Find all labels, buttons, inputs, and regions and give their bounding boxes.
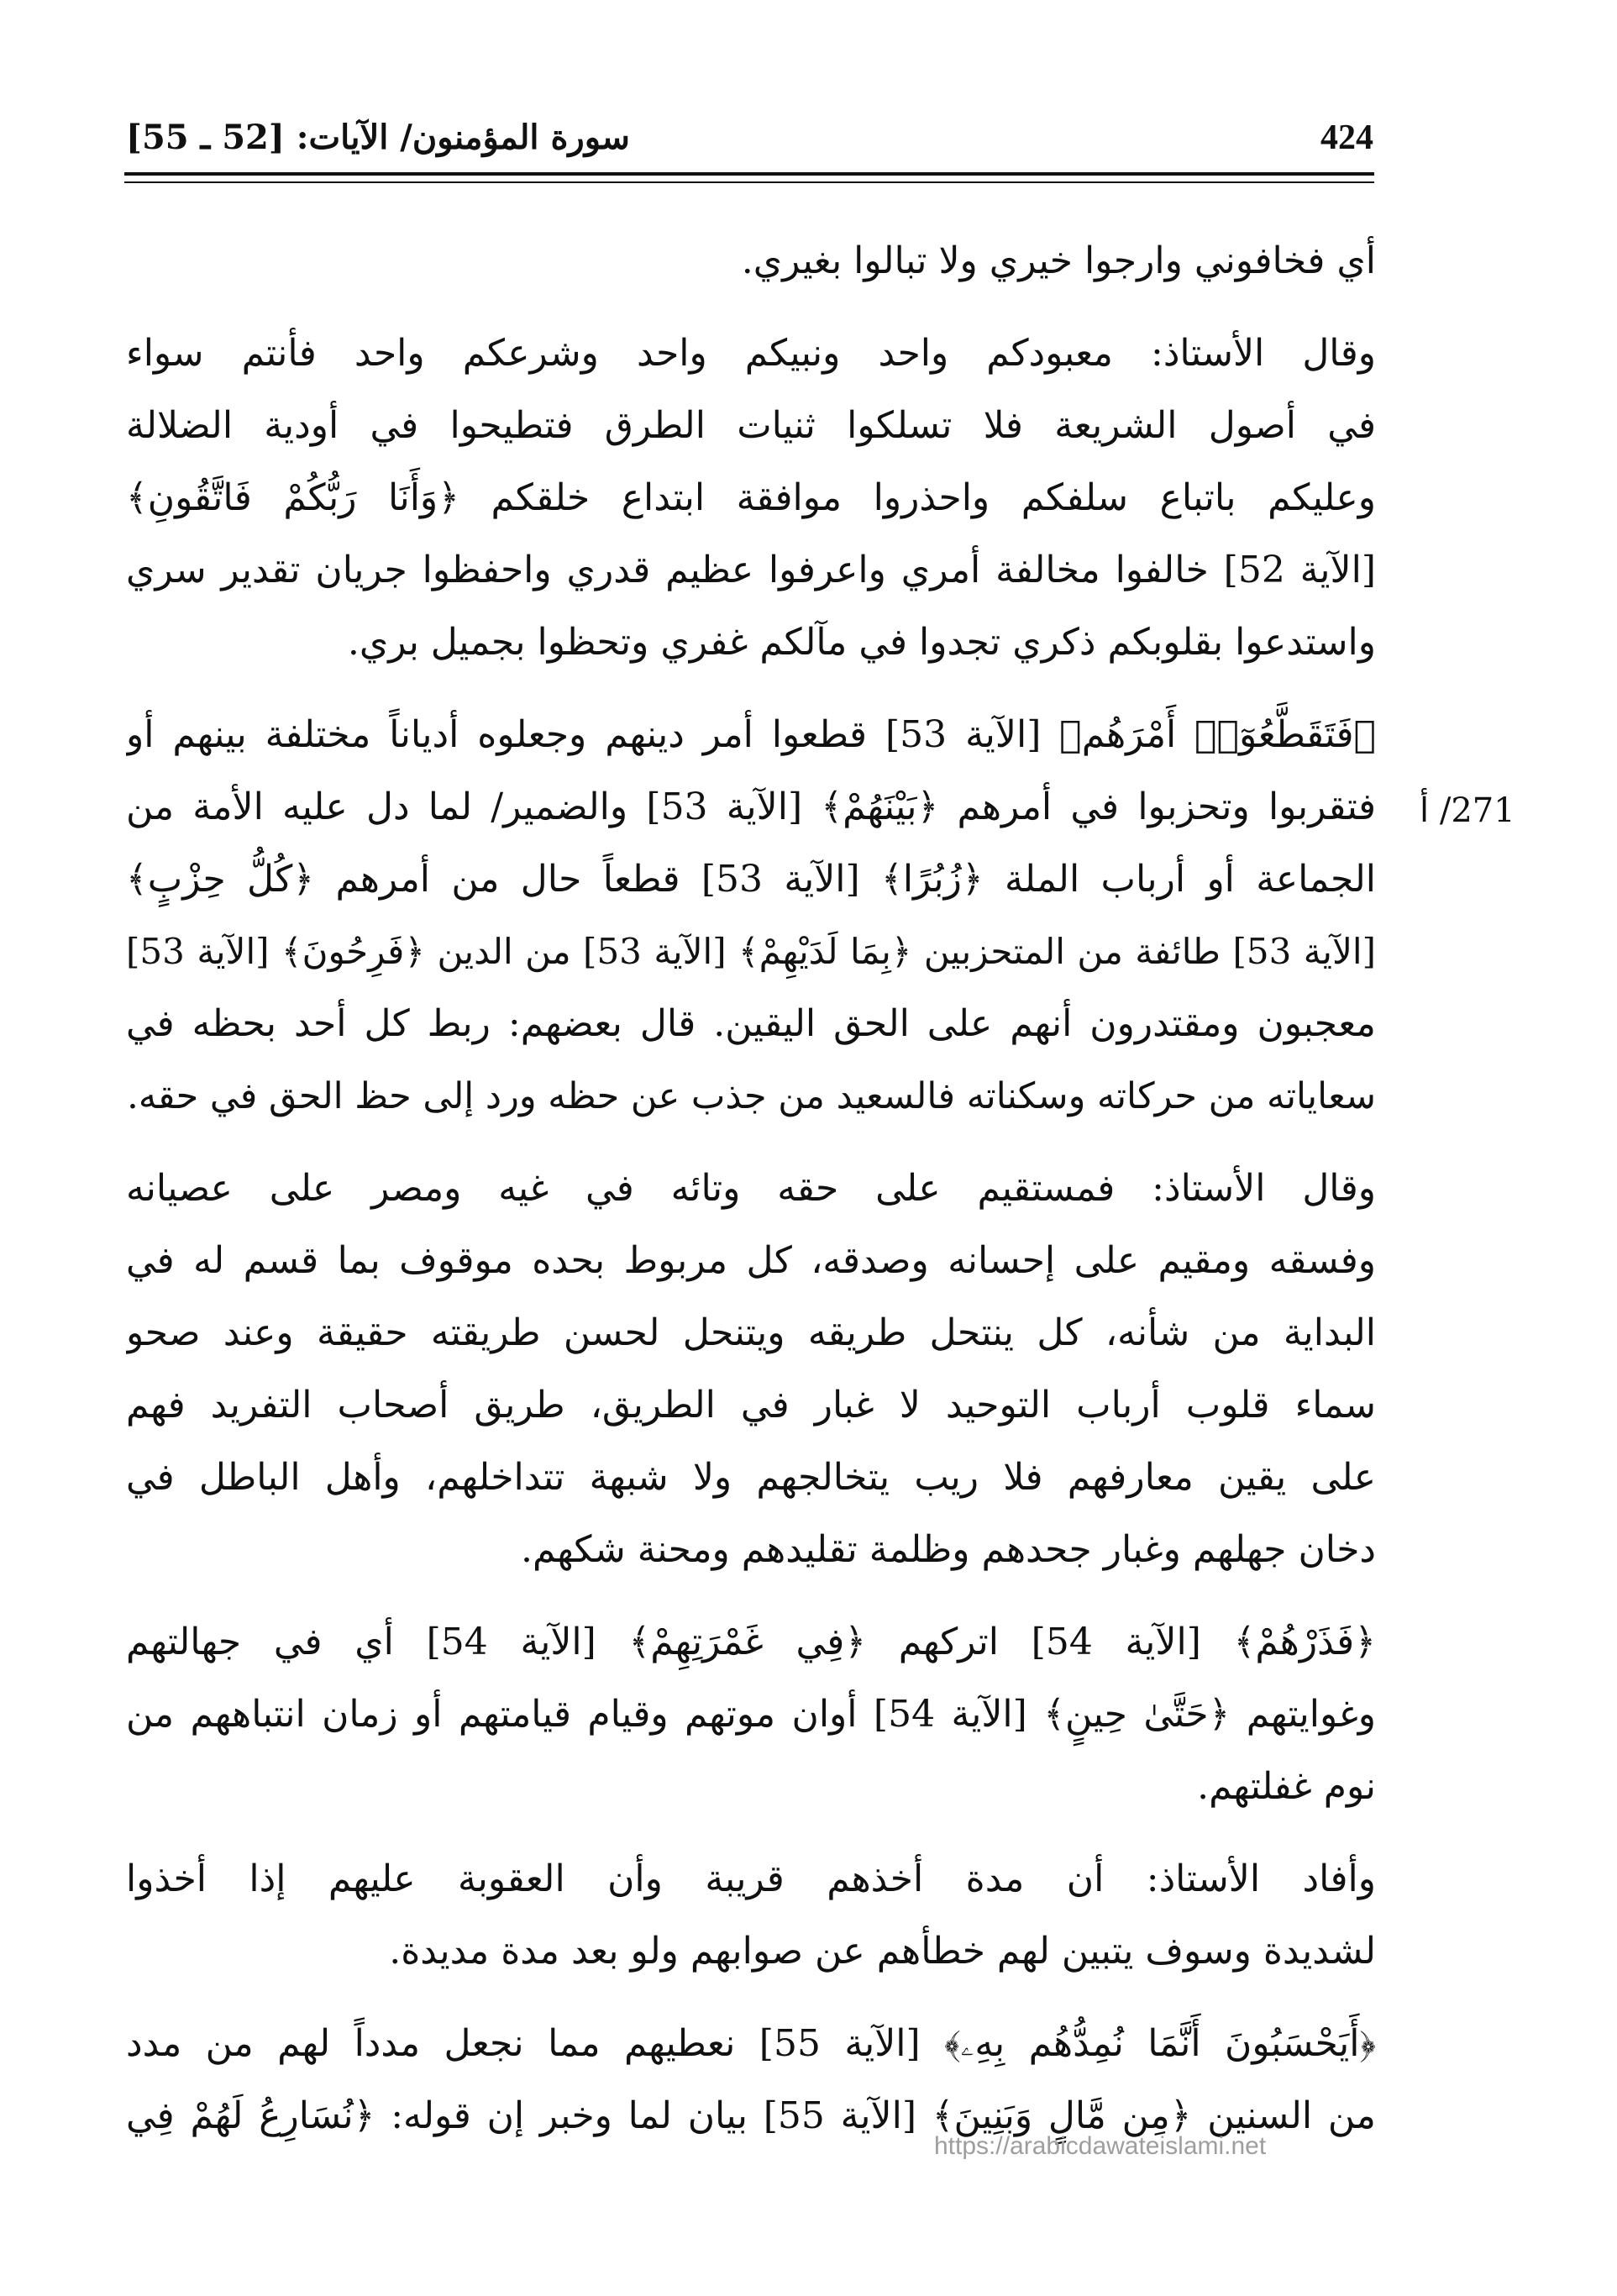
paragraph bbox=[126, 2008, 1376, 2152]
watermark-url: https://arabicdawateislami.net bbox=[934, 2132, 1267, 2160]
header-rule-thick bbox=[124, 172, 1374, 176]
body-text bbox=[126, 225, 1376, 2152]
paragraph bbox=[126, 225, 1376, 297]
paragraph bbox=[126, 1153, 1376, 1586]
text-line: الجماعة أو أرباب الملة ﴿زُبُرًا﴾ [الآية 53] قطعاً حال من أمرهم ﴿كُلُّ حِزْبٍ﴾ bbox=[126, 858, 1376, 901]
text-line: على يقين معارفهم فلا ريب يتخالجهم ولا شبهة تتداخلهم، وأهل الباطل في bbox=[126, 1456, 1376, 1499]
text-line: نوم غفلتهم. bbox=[1197, 1765, 1376, 1808]
text-line: أي فخافوني وارجوا خيري ولا تبالوا بغيري. bbox=[741, 239, 1376, 282]
text-line: وعليكم باتباع سلفكم واحذروا موافقة ابتداع خلقكم ﴿وَأَنَا رَبُّكُمْ فَاتَّقُونِ﴾ bbox=[126, 476, 1376, 519]
text-line: [الآية 52] خالفوا مخالفة أمري واعرفوا عظيم قدري واحفظوا جريان تقدير سري bbox=[126, 549, 1376, 591]
page-number: 424 bbox=[1320, 118, 1373, 157]
text-line: وقال الأستاذ: معبودكم واحد ونبيكم واحد وشرعكم واحد فأنتم سواء bbox=[126, 332, 1376, 375]
text-line: وأفاد الأستاذ: أن مدة أخذهم قريبة وأن العقوبة عليهم إذا أخذوا bbox=[126, 1857, 1376, 1900]
header-rule-thin bbox=[124, 181, 1374, 183]
text-line: وغوايتهم ﴿حَتَّىٰ حِينٍ﴾ [الآية 54] أوان موتهم وقيام قيامتهم أو زمان انتباههم من bbox=[126, 1693, 1376, 1736]
text-line: ﴿فَذَرْهُمْ﴾ [الآية 54] اتركهم ﴿فِي غَمْرَتِهِمْ﴾ [الآية 54] أي في جهالتهم bbox=[126, 1621, 1376, 1663]
text-line: واستدعوا بقلوبكم ذكري تجدوا في مآلكم غفري وتحظوا بجميل بري. bbox=[347, 621, 1376, 664]
paragraph bbox=[126, 318, 1376, 679]
text-line: وقال الأستاذ: فمستقيم على حقه وتائه في غيه ومصر على عصيانه bbox=[126, 1167, 1376, 1210]
paragraph bbox=[126, 699, 1376, 1132]
text-line: البداية من شأنه، كل ينتحل طريقه ويتنحل لحسن طريقته حقيقة وعند صحو bbox=[126, 1311, 1376, 1354]
text-line: ﴿أَيَحْسَبُونَ أَنَّمَا نُمِدُّهُم بِهِۦ﴾ [الآية 55] نعطيهم مما نجعل مدداً لهم من مدد bbox=[126, 2022, 1376, 2065]
margin-note: 271/ أ bbox=[1420, 791, 1515, 830]
text-line: دخان جهلهم وغبار جحدهم وظلمة تقليدهم ومحنة شكهم. bbox=[521, 1528, 1376, 1571]
text-line: ﴿فَتَقَطَّعُوٓا۟ أَمْرَهُم﴾ [الآية 53] قطعوا أمر دينهم وجعلوه أدياناً مختلفة بينهم أو bbox=[126, 713, 1376, 756]
text-line: [الآية 53] طائفة من المتحزبين ﴿بِمَا لَدَيْهِمْ﴾ [الآية 53] من الدين ﴿فَرِحُونَ﴾ [الآية 53] bbox=[126, 931, 1376, 972]
text-line: فتقربوا وتحزبوا في أمرهم ﴿بَيْنَهُمْ﴾ [الآية 53] والضمير/ لما دل عليه الأمة من bbox=[126, 785, 1376, 828]
text-line: وفسقه ومقيم على إحسانه وصدقه، كل مربوط بحده موقوف بما قسم له في bbox=[126, 1239, 1376, 1282]
paragraph bbox=[126, 1606, 1376, 1823]
text-line: معجبون ومقتدرون أنهم على الحق اليقين. قال بعضهم: ربط كل أحد بحظه في bbox=[126, 1002, 1376, 1045]
text-line: لشديدة وسوف يتبين لهم خطأهم عن صوابهم ولو بعد مدة مديدة. bbox=[389, 1930, 1376, 1973]
text-line: في أصول الشريعة فلا تسلكوا ثنيات الطرق فتطيحوا في أودية الضلالة bbox=[126, 404, 1376, 447]
text-line: سماء قلوب أرباب التوحيد لا غبار في الطريق، طريق أصحاب التفريد فهم bbox=[126, 1384, 1376, 1426]
text-line: من السنين ﴿مِن مَّالٍ وَبَنِينَ﴾ [الآية 55] بيان لما وخبر إن قوله: ﴿نُسَارِعُ لَهُمْ فِي bbox=[126, 2094, 1376, 2137]
paragraph bbox=[126, 1843, 1376, 1988]
text-line: سعاياته من حركاته وسكناته فالسعيد من جذب عن حظه ورد إلى حظ الحق في حقه. bbox=[127, 1075, 1376, 1117]
running-head: سورة المؤمنون/ الآيات: [52 ـ 55] bbox=[126, 118, 630, 157]
